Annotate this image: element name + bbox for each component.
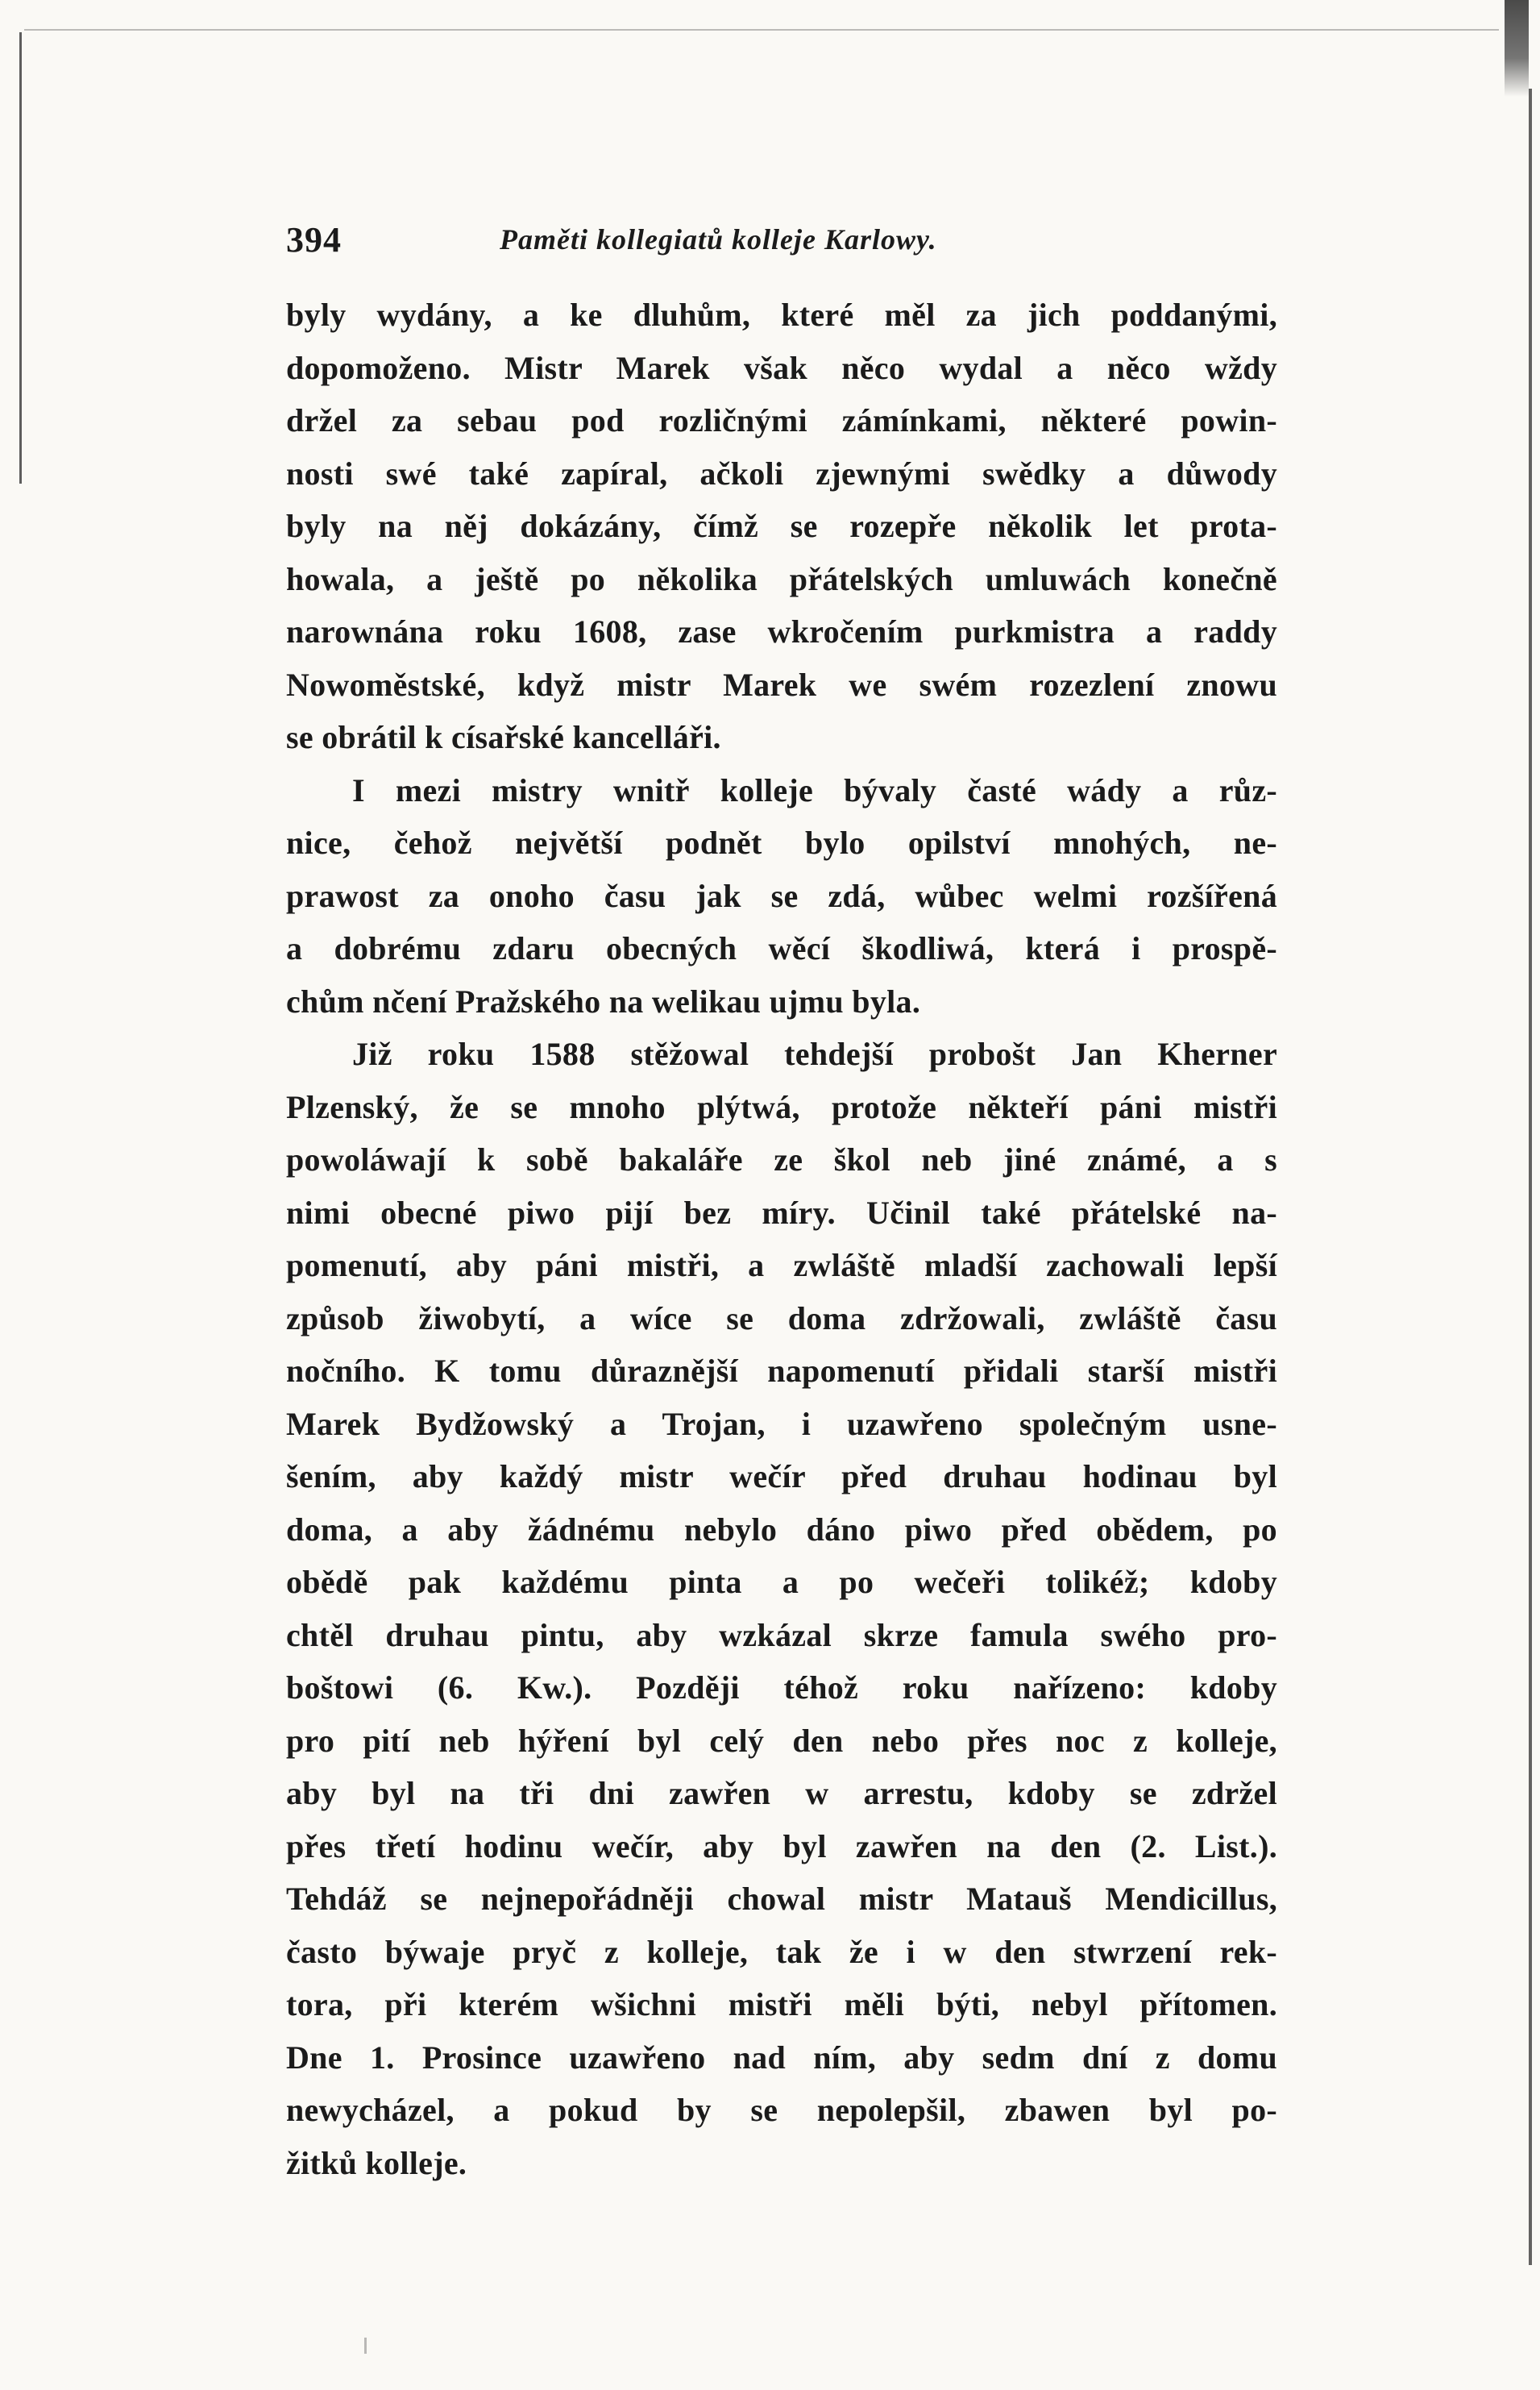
text-line: nimi obecné piwo pijí bez míry. Učinil také přátelské na-	[286, 1194, 1277, 1231]
body-text	[286, 289, 1277, 2189]
text-line: boštowi (6. Kw.). Později téhož roku nařízeno: kdoby	[286, 1669, 1277, 1706]
text-line: byly wydány, a ke dluhům, které měl za jich poddanými,	[286, 297, 1277, 333]
paragraph-1	[286, 289, 1277, 764]
page-number: 394	[286, 220, 342, 260]
text-line: a dobrému zdaru obecných wěcí škodliwá, která i prospě-	[286, 930, 1277, 966]
text-line: nosti swé také zapíral, ačkoli zjewnými swědky a důwody	[286, 455, 1277, 492]
text-line: Plzenský, že se mnoho plýtwá, protože někteří páni mistři	[286, 1088, 1277, 1125]
text-line: Tehdáž se nejnepořádněji chowal mistr Matauš Mendicillus,	[286, 1881, 1277, 1917]
text-line: obědě pak každému pinta a po wečeři tolikéž; kdoby	[286, 1564, 1277, 1600]
text-line: Dne 1. Prosince uzawřeno nad ním, aby sedm dní z domu	[286, 2039, 1277, 2076]
paragraph-2	[286, 764, 1277, 1029]
text-line: žitků kolleje.	[286, 2144, 467, 2181]
text-line: chtěl druhau pintu, aby wzkázal skrze famula swého pro-	[286, 1616, 1277, 1653]
text-line: přes třetí hodinu wečír, aby byl zawřen na den (2. List.).	[286, 1827, 1277, 1864]
text-line: aby byl na tři dni zawřen w arrestu, kdoby se zdržel	[286, 1775, 1277, 1811]
scan-speck	[364, 2338, 367, 2354]
text-line: doma, a aby žádnému nebylo dáno piwo před obědem, po	[286, 1511, 1277, 1548]
text-line: často býwaje pryč z kolleje, tak že i w den stwrzení rek-	[286, 1933, 1277, 1970]
text-line: byly na něj dokázány, čímž se rozepře několik let prota-	[286, 508, 1277, 544]
text-line: newycházel, a pokud by se nepolepšil, zbawen byl po-	[286, 2092, 1277, 2128]
text-line: nočního. K tomu důraznější napomenutí přidali starší mistři	[286, 1353, 1277, 1389]
page-header	[286, 219, 1277, 268]
text-line: I mezi mistry wnitř kolleje bývaly časté wády a růz-	[352, 771, 1277, 808]
text-line: pomenutí, aby páni mistři, a zwláště mladší zachowali lepší	[286, 1247, 1277, 1283]
text-line: powoláwají k sobě bakaláře ze škol neb jiné známé, a s	[286, 1141, 1277, 1178]
text-line: šením, aby každý mistr wečír před druhau hodinau byl	[286, 1458, 1277, 1494]
text-line: howala, a ještě po několika přátelských umluwách konečně	[286, 560, 1277, 597]
text-line: Nowoměstské, když mistr Marek we swém rozezlení znowu	[286, 666, 1277, 703]
text-line: dopomoženo. Mistr Marek však něco wydal a něco wždy	[286, 349, 1277, 386]
text-line: Již roku 1588 stěžowal tehdejší probošt Jan Kherner	[352, 1036, 1277, 1072]
paragraph-3	[286, 1028, 1277, 2189]
scan-edge-right-top	[1505, 0, 1529, 97]
scan-top-edge	[24, 29, 1499, 31]
scan-edge-right	[1529, 89, 1532, 2265]
text-line: způsob žiwobytí, a wíce se doma zdržowali, zwláště času	[286, 1299, 1277, 1336]
text-line: nice, čehož největší podnět bylo opilství mnohých, ne-	[286, 825, 1277, 861]
text-line: držel za sebau pod rozličnými zámínkami, některé powin-	[286, 402, 1277, 439]
text-line: narownána roku 1608, zase wkročením purkmistra a raddy	[286, 613, 1277, 650]
running-title: Paměti kollegiatů kolleje Karlowy.	[500, 223, 937, 256]
text-line: Marek Bydžowský a Trojan, i uzawřeno společným usne-	[286, 1405, 1277, 1442]
text-line: pro pití neb hýření byl celý den nebo přes noc z kolleje,	[286, 1722, 1277, 1759]
text-line: prawost za onoho času jak se zdá, wůbec welmi rozšířená	[286, 877, 1277, 914]
scan-edge-left	[19, 32, 22, 484]
text-line: chům nčení Pražského na welikau ujmu byla.	[286, 983, 921, 1020]
text-line: tora, při kterém wšichni mistři měli býti, nebyl přítomen.	[286, 1986, 1277, 2022]
text-line: se obrátil k císařské kancelláři.	[286, 719, 721, 755]
